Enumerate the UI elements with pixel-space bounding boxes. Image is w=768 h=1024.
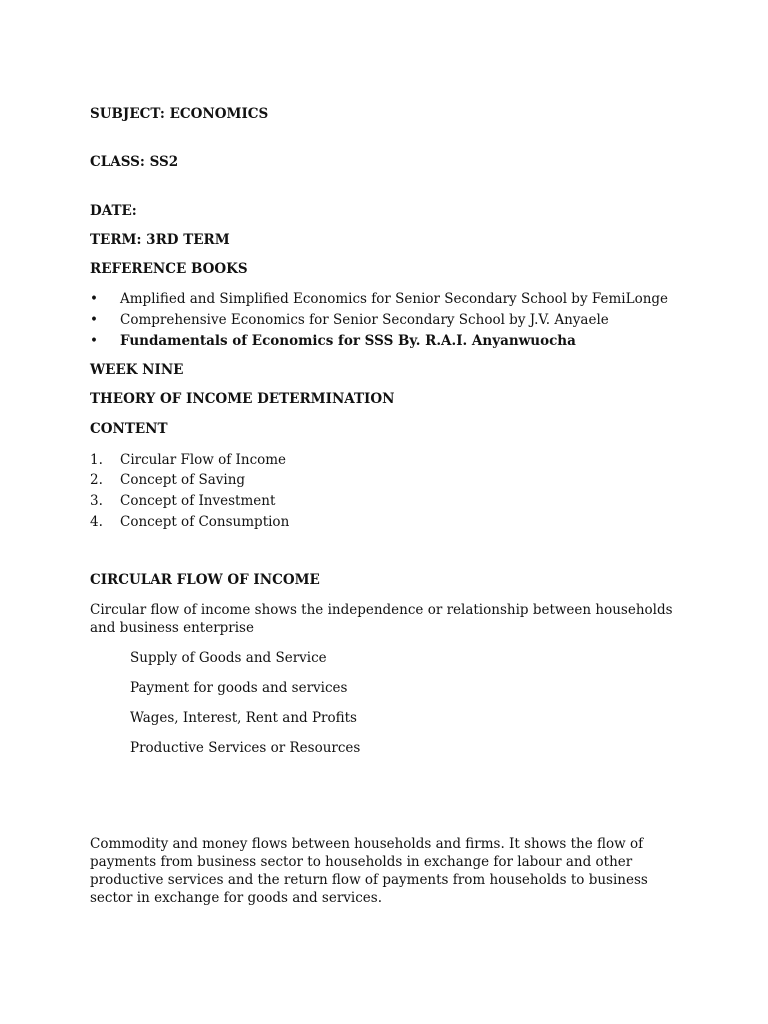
section-intro: Circular flow of income shows the independence or relationship between households and business enterprise [90,602,673,636]
content-heading: CONTENT [90,421,168,437]
content-text: Concept of Consumption [120,514,290,530]
date-line: DATE: [90,203,137,219]
term-line: TERM: 3RD TERM [90,232,230,248]
flow-item: Supply of Goods and Service [130,650,327,666]
subject-line: SUBJECT: ECONOMICS [90,106,269,122]
reference-text: Amplified and Simplified Economics for Senior Secondary School by FemiLonge [120,291,669,307]
number-marker: 4. [90,514,103,530]
section-paragraph: Commodity and money flows between households and firms. It shows the flow of payments from business sector to households in exchange for labour and other productive services and the return flow of payments from households to business sector in exchange for goods and services. [90,836,648,906]
bullet-marker: • [90,312,98,328]
bullet-marker: • [90,291,98,307]
number-marker: 2. [90,472,103,488]
content-text: Circular Flow of Income [120,452,287,468]
bullet-marker: • [90,333,98,349]
flow-item: Payment for goods and services [130,680,348,696]
section-heading: CIRCULAR FLOW OF INCOME [90,572,320,588]
week-heading: WEEK NINE [90,362,184,378]
topic-heading: THEORY OF INCOME DETERMINATION [90,391,395,407]
flow-item: Productive Services or Resources [130,740,361,756]
number-marker: 3. [90,493,103,509]
content-text: Concept of Saving [120,472,246,488]
reference-text: Fundamentals of Economics for SSS By. R.A.I. Anyanwuocha [120,333,576,349]
class-line: CLASS: SS2 [90,154,179,170]
number-marker: 1. [90,452,103,468]
reference-heading: REFERENCE BOOKS [90,261,248,277]
flow-item: Wages, Interest, Rent and Profits [130,710,357,726]
content-text: Concept of Investment [120,493,276,509]
reference-text: Comprehensive Economics for Senior Secondary School by J.V. Anyaele [120,312,609,328]
